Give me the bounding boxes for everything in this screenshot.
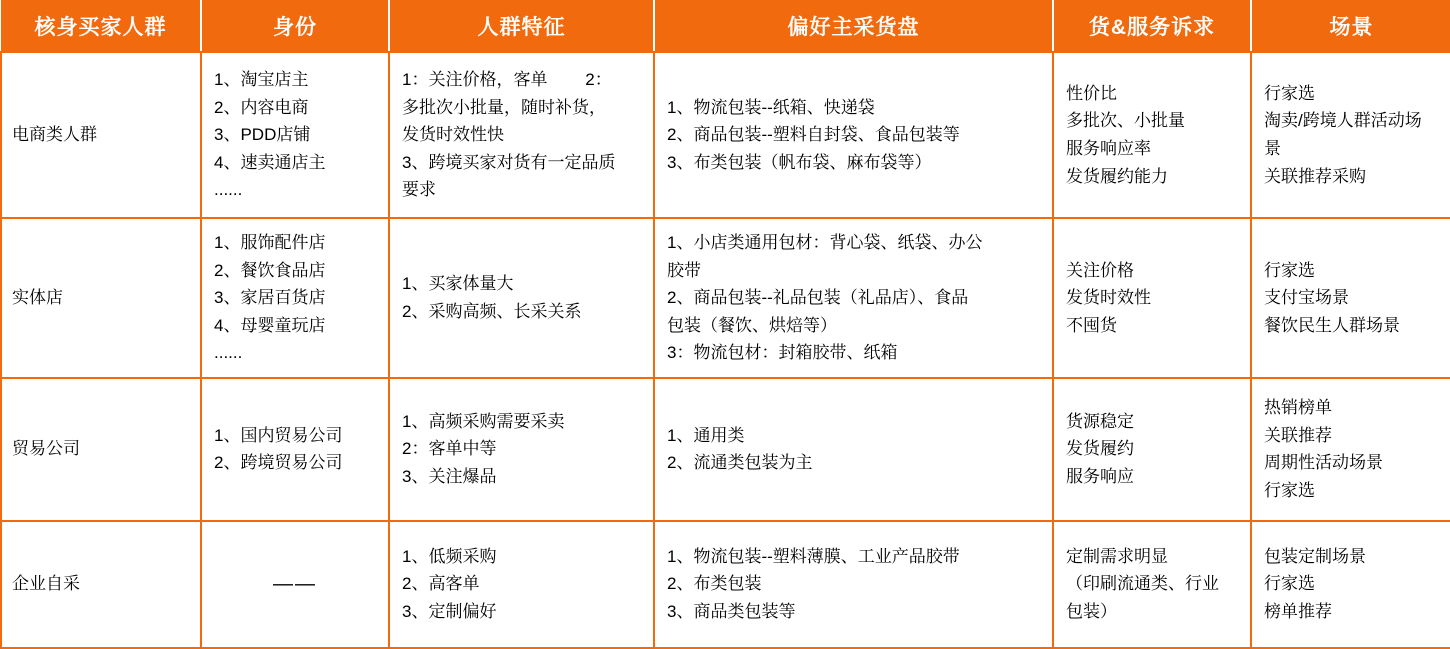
text-line: 支付宝场景	[1264, 288, 1349, 308]
text-line: 1、通用类	[667, 425, 745, 445]
cell-scenes	[1251, 378, 1450, 521]
text-line: 2、内容电商	[214, 97, 309, 117]
scenes-lines	[1264, 543, 1438, 626]
header-cell-traits: 人群特征	[389, 0, 654, 52]
cell-segment-name: 电商类人群	[1, 52, 201, 218]
table-row	[1, 52, 1450, 218]
text-line: 1、淘宝店主	[214, 70, 309, 90]
cell-identity	[201, 521, 389, 648]
text-line: 2、高客单	[402, 574, 480, 594]
text-line: 餐饮民生人群场景	[1264, 315, 1400, 335]
text-line: 发货时效性快	[402, 125, 504, 145]
cell-preferred	[654, 218, 1053, 378]
table-row	[1, 521, 1450, 648]
text-line: 3、关注爆品	[402, 466, 497, 486]
text-line: 要求	[402, 180, 436, 200]
text-line: 3、跨境买家对货有一定品质	[402, 152, 616, 172]
text-line: 2、采购高频、长采关系	[402, 301, 582, 321]
traits-lines	[402, 66, 641, 204]
text-line: 1、国内贸易公司	[214, 425, 343, 445]
text-line: 榜单推荐	[1264, 601, 1332, 621]
text-line: 3、家居百货店	[214, 288, 326, 308]
text-line: 多批次、小批量	[1066, 111, 1185, 131]
text-line: 2、餐饮食品店	[214, 260, 326, 280]
demands-lines	[1066, 543, 1238, 626]
text-line: ......	[214, 180, 243, 200]
text-line: 4、母婴童玩店	[214, 315, 326, 335]
cell-identity	[201, 378, 389, 521]
text-line: 包装）	[1066, 601, 1117, 621]
preferred-lines	[667, 543, 1040, 626]
cell-scenes	[1251, 218, 1450, 378]
cell-segment-name: 贸易公司	[1, 378, 201, 521]
text-line: 包装定制场景	[1264, 546, 1366, 566]
text-line: 2、流通类包装为主	[667, 453, 813, 473]
text-line: 3、商品类包装等	[667, 601, 796, 621]
cell-segment-name: 实体店	[1, 218, 201, 378]
text-line: 定制需求明显	[1066, 546, 1168, 566]
cell-demands	[1053, 521, 1251, 648]
text-line: 2、商品包装--礼品包装（礼品店）、食品	[667, 288, 969, 308]
cell-demands	[1053, 378, 1251, 521]
text-line: 2：客单中等	[402, 439, 497, 459]
cell-demands	[1053, 52, 1251, 218]
text-line: 1、低频采购	[402, 546, 497, 566]
scenes-lines	[1264, 394, 1438, 504]
header-cell-demands: 货&服务诉求	[1053, 0, 1251, 52]
table-header-row	[1, 0, 1450, 52]
text-line: 不囤货	[1066, 315, 1117, 335]
header-cell-segment: 核身买家人群	[1, 0, 201, 52]
cell-traits	[389, 521, 654, 648]
text-line: 发货履约	[1066, 439, 1134, 459]
cell-traits	[389, 378, 654, 521]
cell-identity	[201, 218, 389, 378]
text-line: 1：关注价格，客单 2：	[402, 70, 612, 90]
text-line: 包装（餐饮、烘焙等）	[667, 315, 837, 335]
text-line: 1、物流包装--塑料薄膜、工业产品胶带	[667, 546, 960, 566]
header-cell-scenes: 场景	[1251, 0, 1450, 52]
cell-traits	[389, 52, 654, 218]
scenes-lines	[1264, 257, 1438, 340]
text-line: 货源稳定	[1066, 411, 1134, 431]
text-line: 服务响应	[1066, 466, 1134, 486]
text-line: 1、服饰配件店	[214, 233, 326, 252]
text-line: 多批次小批量，随时补货，	[402, 97, 606, 117]
text-line: 1、小店类通用包材：背心袋、纸袋、办公	[667, 233, 983, 252]
table-row	[1, 378, 1450, 521]
text-line: 关联推荐采购	[1264, 166, 1366, 186]
header-cell-preferred: 偏好主采货盘	[654, 0, 1053, 52]
text-line: 行家选	[1264, 480, 1315, 500]
traits-lines	[402, 270, 641, 325]
text-line: 热销榜单	[1264, 398, 1332, 418]
demands-lines	[1066, 408, 1238, 491]
text-line: ——	[273, 572, 317, 595]
traits-lines	[402, 408, 641, 491]
scenes-lines	[1264, 80, 1438, 190]
text-line: 胶带	[667, 260, 701, 280]
text-line: 3、定制偏好	[402, 601, 497, 621]
preferred-lines	[667, 422, 1040, 477]
traits-lines	[402, 543, 641, 626]
demands-lines	[1066, 80, 1238, 190]
text-line: 行家选	[1264, 574, 1315, 594]
table-row	[1, 218, 1450, 378]
identity-lines	[214, 229, 376, 367]
text-line: （印刷流通类、行业	[1066, 574, 1219, 594]
identity-lines	[214, 66, 376, 204]
text-line: 3、布类包装（帆布袋、麻布袋等）	[667, 152, 932, 172]
text-line: 1、物流包装--纸箱、快递袋	[667, 97, 875, 117]
text-line: 1、买家体量大	[402, 274, 514, 294]
header-cell-identity: 身份	[201, 0, 389, 52]
cell-preferred	[654, 521, 1053, 648]
text-line: 关注价格	[1066, 260, 1134, 280]
identity-lines	[214, 422, 376, 477]
identity-lines	[214, 568, 376, 600]
text-line: 行家选	[1264, 83, 1315, 103]
text-line: 3：物流包材：封箱胶带、纸箱	[667, 343, 898, 363]
demands-lines	[1066, 257, 1238, 340]
text-line: 性价比	[1066, 83, 1117, 103]
text-line: 2、跨境贸易公司	[214, 453, 343, 473]
cell-demands	[1053, 218, 1251, 378]
cell-scenes	[1251, 52, 1450, 218]
text-line: 淘卖/跨境人群活动场	[1264, 111, 1422, 131]
cell-traits	[389, 218, 654, 378]
cell-identity	[201, 52, 389, 218]
cell-preferred	[654, 378, 1053, 521]
text-line: 2、商品包装--塑料自封袋、食品包装等	[667, 125, 960, 145]
text-line: 关联推荐	[1264, 425, 1332, 445]
text-line: ......	[214, 343, 243, 363]
text-line: 1、高频采购需要采卖	[402, 411, 565, 431]
text-line: 行家选	[1264, 260, 1315, 280]
text-line: 景	[1264, 139, 1281, 158]
text-line: 发货履约能力	[1066, 166, 1168, 186]
text-line: 2、布类包装	[667, 574, 762, 594]
text-line: 4、速卖通店主	[214, 152, 326, 172]
cell-preferred	[654, 52, 1053, 218]
preferred-lines	[667, 94, 1040, 177]
preferred-lines	[667, 229, 1040, 367]
cell-scenes	[1251, 521, 1450, 648]
text-line: 服务响应率	[1066, 139, 1151, 158]
text-line: 周期性活动场景	[1264, 453, 1383, 473]
cell-segment-name: 企业自采	[1, 521, 201, 648]
text-line: 发货时效性	[1066, 288, 1151, 308]
text-line: 3、PDD店铺	[214, 125, 311, 145]
